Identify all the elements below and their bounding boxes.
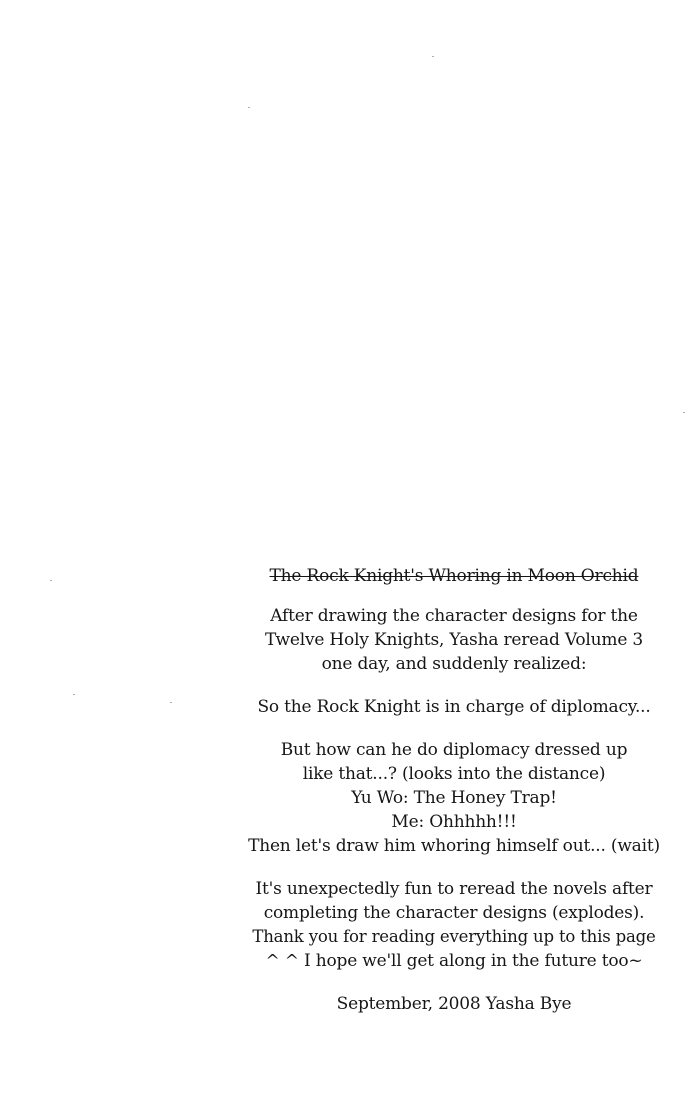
paper-speck — [73, 694, 75, 695]
paper-speck — [50, 580, 52, 581]
text-line: completing the character designs (explodes). — [263, 903, 645, 923]
text-line: It's unexpectedly fun to reread the novels after — [255, 879, 653, 899]
paragraph-realization — [248, 604, 660, 676]
afterword-heading: The Rock Knight's Whoring in Moon Orchid — [269, 566, 639, 586]
paper-speck — [170, 702, 172, 703]
text-line: Then let's draw him whoring himself out... (wait) — [248, 836, 660, 856]
text-line: But how can he do diplomacy dressed up — [280, 740, 628, 760]
paragraph-dialogue — [248, 738, 660, 858]
paragraph-thanks — [248, 877, 660, 973]
text-line: ^ ^ I hope we'll get along in the future too~ — [265, 951, 643, 971]
text-line: Me: Ohhhhh!!! — [391, 812, 517, 832]
text-line: one day, and suddenly realized: — [321, 654, 587, 674]
afterword-text — [248, 564, 660, 1016]
text-line: Yu Wo: The Honey Trap! — [351, 788, 557, 808]
signature-line: September, 2008 Yasha Bye — [336, 994, 572, 1014]
paragraph-diplomacy — [248, 695, 660, 719]
text-line: Thank you for reading everything up to this page — [252, 927, 656, 946]
text-line: After drawing the character designs for the — [270, 606, 638, 626]
text-line: So the Rock Knight is in charge of diplomacy... — [257, 697, 651, 717]
paper-speck — [683, 412, 685, 413]
text-line: Twelve Holy Knights, Yasha reread Volume 3 — [264, 630, 644, 650]
text-line: like that...? (looks into the distance) — [302, 764, 606, 784]
paper-speck — [248, 107, 250, 108]
paper-speck — [432, 56, 434, 57]
